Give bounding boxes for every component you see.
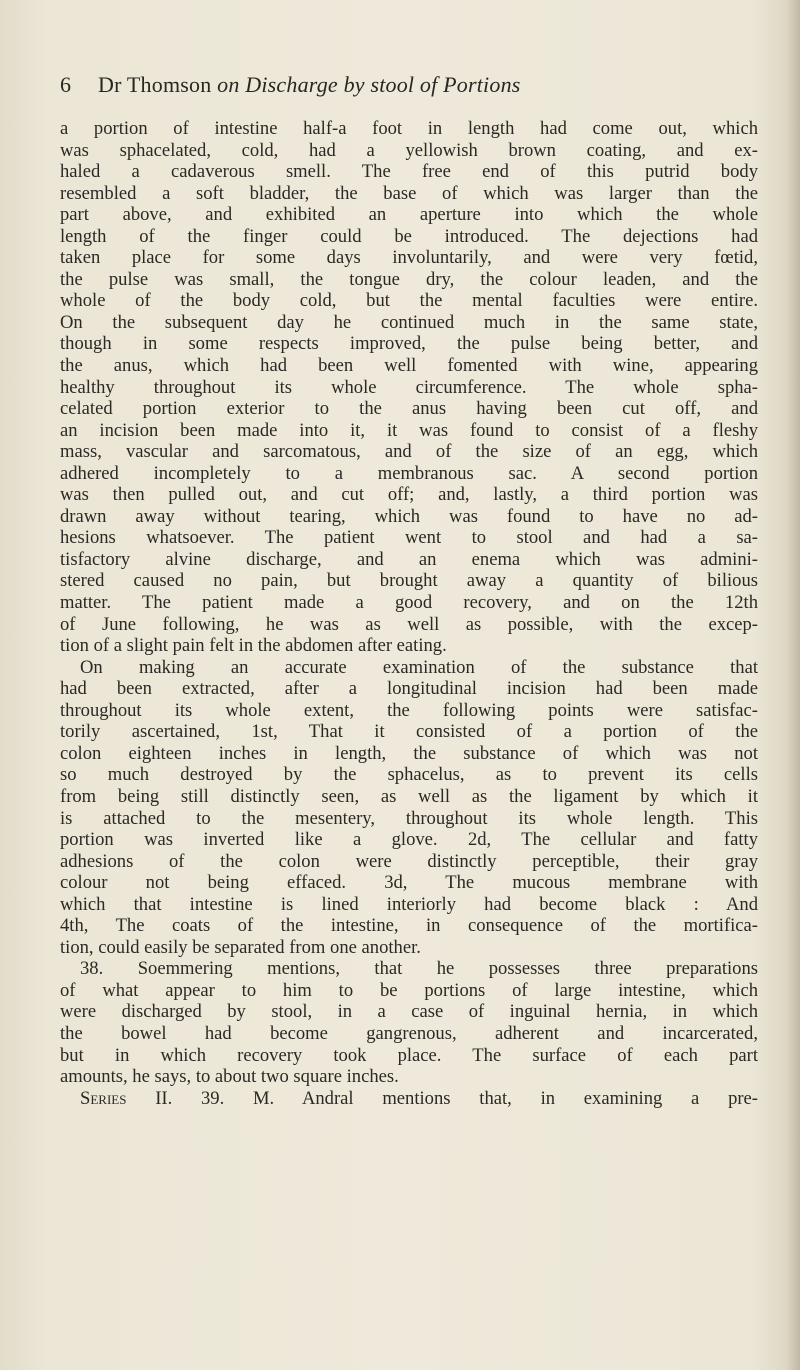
page-edge-shadow bbox=[786, 0, 800, 1370]
running-title-on: on bbox=[217, 72, 246, 97]
text-line: was sphacelated, cold, had a yellowish brown coating, and ex- bbox=[60, 139, 758, 161]
text-line: the bowel had become gangrenous, adherent and incarcerated, bbox=[60, 1022, 758, 1044]
text-line: colour not being effaced. 3d, The mucous membrane with bbox=[60, 872, 758, 894]
text-line: tion of a slight pain felt in the abdomen after eating. bbox=[60, 635, 447, 657]
text-line: taken place for some days involuntarily, and were very fœtid, bbox=[60, 247, 758, 269]
text-line: 38. Soemmering mentions, that he possesses three preparations bbox=[80, 958, 758, 980]
text-line: resembled a soft bladder, the base of which was larger than the bbox=[60, 182, 758, 204]
text-line: amounts, he says, to about two square inches. bbox=[60, 1066, 399, 1088]
text-line: 4th, The coats of the intestine, in consequence of the mortifica- bbox=[60, 915, 758, 937]
paragraph-1 bbox=[60, 118, 758, 657]
text-line: which that intestine is lined interiorly had become black : And bbox=[60, 893, 758, 915]
text-line: part above, and exhibited an aperture into which the whole bbox=[60, 204, 758, 226]
text-line: throughout its whole extent, the following points were satisfac- bbox=[60, 699, 758, 721]
series-label: Series bbox=[80, 1087, 127, 1109]
text-line: healthy throughout its whole circumference. The whole spha- bbox=[60, 376, 758, 398]
text-line: were discharged by stool, in a case of inguinal hernia, in which bbox=[60, 1001, 758, 1023]
text-line: torily ascertained, 1st, That it consisted of a portion of the bbox=[60, 721, 758, 743]
text-line: of what appear to him to be portions of large intestine, which bbox=[60, 979, 758, 1001]
text-line: On the subsequent day he continued much in the same state, bbox=[60, 311, 758, 333]
text-line: On making an accurate examination of the substance that bbox=[80, 656, 758, 678]
paragraph-4 bbox=[60, 1088, 758, 1110]
text-line: length of the finger could be introduced. The dejections had bbox=[60, 225, 758, 247]
text-line: tion, could easily be separated from one another. bbox=[60, 936, 421, 958]
text-line: celated portion exterior to the anus having been cut off, and bbox=[60, 398, 758, 420]
text-line: colon eighteen inches in length, the substance of which was not bbox=[60, 742, 758, 764]
text-line: a portion of intestine half-a foot in length had come out, which bbox=[60, 118, 758, 139]
text-line: whole of the body cold, but the mental faculties were entire. bbox=[60, 290, 758, 312]
text-line: the anus, which had been well fomented with wine, appearing bbox=[60, 355, 758, 377]
running-title bbox=[98, 72, 521, 98]
text-line: an incision been made into it, it was found to consist of a fleshy bbox=[60, 419, 758, 441]
text-line: haled a cadaverous smell. The free end of this putrid body bbox=[60, 161, 758, 183]
text-line: mass, vascular and sarcomatous, and of the size of an egg, which bbox=[60, 441, 758, 463]
text-line: from being still distinctly seen, as well as the ligament by which it bbox=[60, 785, 758, 807]
text-line: had been extracted, after a longitudinal incision had been made bbox=[60, 678, 758, 700]
text-line: though in some respects improved, the pulse being better, and bbox=[60, 333, 758, 355]
text-line: tisfactory alvine discharge, and an enema which was admini- bbox=[60, 548, 758, 570]
text-line: the pulse was small, the tongue dry, the colour leaden, and the bbox=[60, 268, 758, 290]
running-title-author: Dr Thomson bbox=[98, 72, 218, 97]
paragraph-2 bbox=[60, 657, 758, 959]
text-line: was then pulled out, and cut off; and, lastly, a third portion was bbox=[60, 484, 758, 506]
text-line: adhered incompletely to a membranous sac. A second portion bbox=[60, 462, 758, 484]
text-line: portion was inverted like a glove. 2d, The cellular and fatty bbox=[60, 829, 758, 851]
text-line: matter. The patient made a good recovery, and on the 12th bbox=[60, 592, 758, 614]
series-text: II. 39. M. Andral mentions that, in examining a pre- bbox=[126, 1087, 758, 1109]
text-line: is attached to the mesentery, throughout its whole length. This bbox=[60, 807, 758, 829]
text-line: drawn away without tearing, which was found to have no ad- bbox=[60, 505, 758, 527]
text-line bbox=[60, 1088, 758, 1110]
running-header bbox=[60, 72, 760, 112]
page-number: 6 bbox=[60, 72, 71, 97]
text-line: stered caused no pain, but brought away a quantity of bilious bbox=[60, 570, 758, 592]
text-line: so much destroyed by the sphacelus, as to prevent its cells bbox=[60, 764, 758, 786]
paragraph-3 bbox=[60, 958, 758, 1087]
body-text bbox=[60, 118, 758, 1109]
text-line: adhesions of the colon were distinctly perceptible, their gray bbox=[60, 850, 758, 872]
text-line: but in which recovery took place. The surface of each part bbox=[60, 1044, 758, 1066]
text-line: hesions whatsoever. The patient went to stool and had a sa- bbox=[60, 527, 758, 549]
running-title-subject: Discharge by stool of Portions bbox=[245, 72, 521, 97]
text-line: of June following, he was as well as possible, with the excep- bbox=[60, 613, 758, 635]
